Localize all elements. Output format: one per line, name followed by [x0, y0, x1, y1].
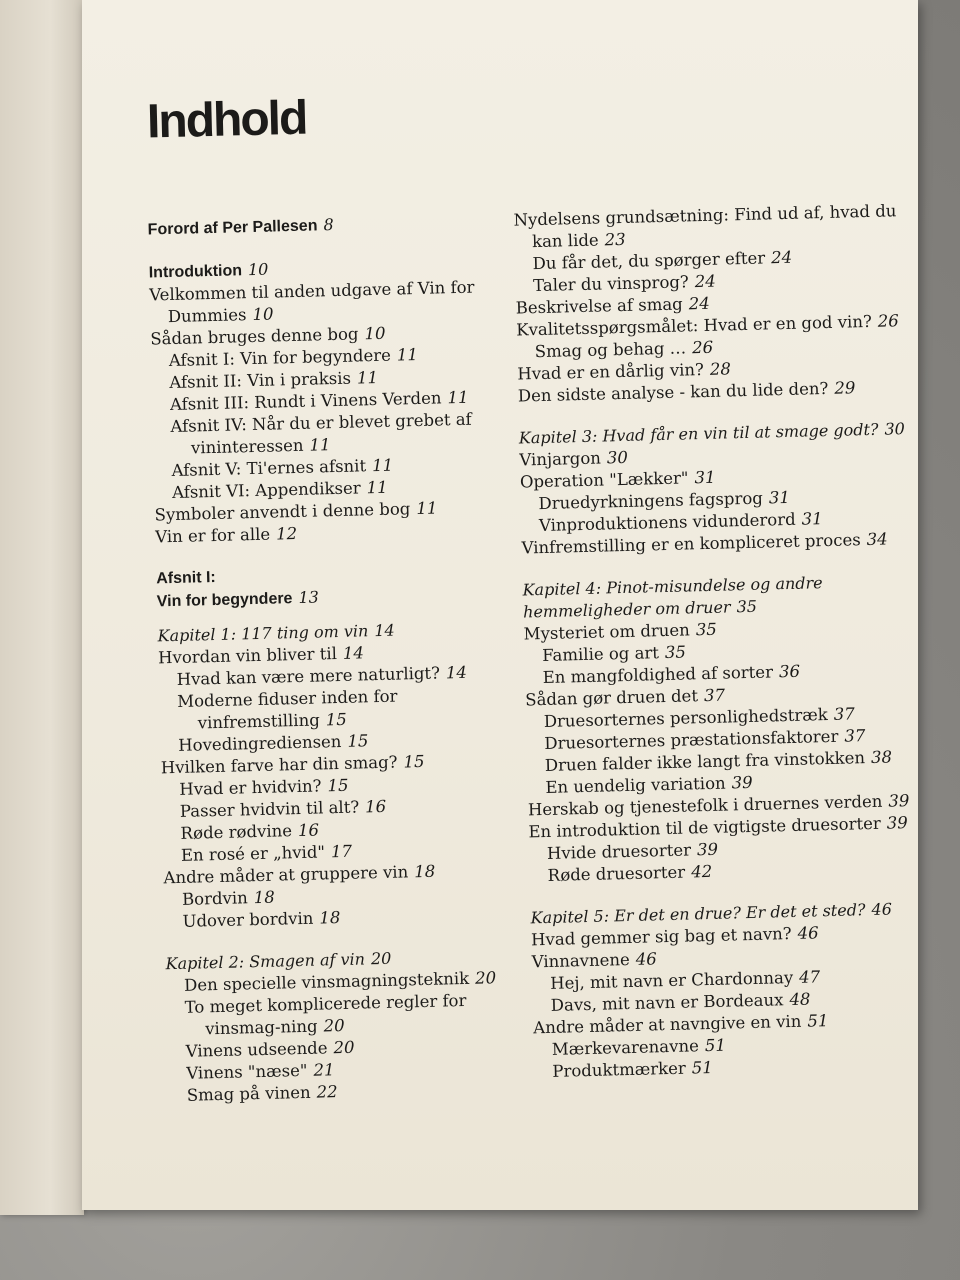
toc-entry: Afsnit I: Vin for begyndere 11 — [168, 344, 419, 371]
toc-entry: Mysteriet om druen 35 — [523, 619, 718, 644]
toc-entry: Herskab og tjenestefolk i druernes verden 39 — [527, 791, 910, 820]
toc-chapter-heading: Kapitel 5: Er det en drue? Er det et sted? 46 — [530, 899, 893, 928]
toc-part-label: Afsnit I: — [156, 568, 216, 588]
toc-entry: Davs, mit navn er Bordeaux 48 — [550, 989, 811, 1015]
toc-entry: Druen falder ikke langt fra vinstokken 38 — [544, 747, 893, 775]
toc-entry: Hvad er en dårlig vin? 28 — [517, 359, 732, 384]
toc-entry: Afsnit II: Vin i praksis 11 — [169, 367, 379, 393]
toc-entry: Afsnit III: Rundt i Vinens Verden 11 — [169, 387, 469, 415]
toc-entry: Afsnit VI: Appendikser 11 — [171, 477, 388, 503]
toc-entry: Andre måder at gruppere vin 18 — [163, 861, 436, 888]
toc-entry: Hvad kan være mere naturligt? 14 — [176, 662, 468, 689]
toc-entry: Vinproduktionens vidunderord 31 — [538, 509, 823, 536]
toc-entry: Hej, mit navn er Chardonnay 47 — [549, 967, 821, 993]
toc-column-left — [147, 210, 529, 1108]
toc-entry: Røde rødvine 16 — [180, 820, 320, 843]
toc-entry: Hvad gemmer sig bag et navn? 46 — [530, 923, 819, 950]
toc-entry: Druesorternes præstationsfaktorer 37 — [544, 726, 866, 753]
toc-entry: Operation "Lækker" 31 — [519, 467, 716, 492]
toc-entry: Smag og behag … 26 — [534, 337, 714, 362]
toc-entry: Røde druesorter 42 — [547, 861, 713, 885]
toc-entry: Afsnit V: Ti'ernes afsnit 11 — [171, 455, 394, 481]
toc-column-right — [513, 200, 934, 1084]
toc-part-title: Vin for begyndere 13 — [156, 587, 320, 611]
toc-entry: To meget komplicerede regler for vinsmag-ning 20 — [184, 990, 467, 1039]
toc-entry: En rosé er „hvid" 17 — [180, 841, 353, 865]
page-title: Indhold — [146, 91, 307, 149]
toc-entry: Hovedingrediensen 15 — [178, 731, 369, 755]
toc-entry: Hvilken farve har din smag? 15 — [160, 751, 425, 778]
toc-entry: Familie og art 35 — [541, 642, 687, 666]
toc-entry: Kvalitetsspørgsmålet: Hvad er en god vin? 26 — [516, 311, 900, 340]
toc-entry: Vinnavnene 46 — [531, 949, 657, 972]
toc-entry: Sådan bruges denne bog 10 — [150, 323, 386, 349]
toc-entry: Passer hvidvin til alt? 16 — [179, 796, 387, 821]
toc-entry: En mangfoldighed af sorter 36 — [542, 661, 801, 688]
toc-entry: Mærkevarenavne 51 — [551, 1035, 727, 1059]
toc-entry: Vinens "næse" 21 — [186, 1060, 335, 1083]
toc-entry: Bordvin 18 — [181, 887, 275, 909]
toc-entry: Druedyrkningens fagsprog 31 — [538, 487, 791, 514]
toc-entry: Udover bordvin 18 — [182, 908, 341, 931]
toc-entry: Smag på vinen 22 — [186, 1082, 338, 1105]
toc-entry: Vin er for alle 12 — [154, 523, 298, 547]
toc-chapter-heading: Kapitel 4: Pinot-misundelse og andre hemmeligheder om druer 35 — [522, 573, 823, 622]
toc-entry: Den specielle vinsmagningsteknik 20 — [183, 968, 497, 995]
toc-entry: Beskrivelse af smag 24 — [515, 293, 710, 318]
toc-entry: Afsnit IV: Når du er blevet grebet af vininteressen 11 — [170, 409, 472, 458]
toc-chapter-heading: Kapitel 2: Smagen af vin 20 — [165, 948, 392, 974]
toc-entry: Andre måder at navngive en vin 51 — [533, 1011, 829, 1038]
toc-entry: En uendelig variation 39 — [545, 772, 753, 797]
toc-entry: Den sidste analyse - kan du lide den? 29 — [517, 378, 856, 406]
toc-entry: Taler du vinsprog? 24 — [532, 271, 716, 296]
toc-entry: Velkommen til anden udgave af Vin for Dummies 10 — [149, 277, 475, 327]
toc-entry: Hvordan vin bliver til 14 — [157, 643, 365, 668]
toc-entry: Symboler anvendt i denne bog 11 — [154, 498, 438, 525]
toc-entry: Hvad er hvidvin? 15 — [179, 775, 349, 799]
toc-chapter-heading: Kapitel 1: 117 ting om vin 14 — [157, 620, 395, 646]
toc-entry: Moderne fiduser inden for vinfremstilling 15 — [176, 686, 398, 733]
toc-entry: Sådan gør druen det 37 — [525, 685, 726, 710]
toc-entry: Druesorternes personlighedstræk 37 — [543, 704, 855, 731]
toc-entry: En introduktion til de vigtigste druesorter 39 — [528, 813, 908, 842]
facing-page-edge — [0, 0, 84, 1215]
toc-entry: Produktmærker 51 — [552, 1057, 713, 1081]
toc-chapter-heading: Kapitel 3: Hvad får en vin til at smage godt? 30 — [518, 419, 906, 448]
toc-entry: Vinfremstilling er en kompliceret proces 34 — [521, 529, 888, 558]
book-page — [82, 0, 918, 1210]
toc-entry: Vinens udseende 20 — [185, 1037, 355, 1061]
toc-entry: Du får det, du spørger efter 24 — [532, 247, 793, 274]
toc-intro-heading: Introduktion 10 — [148, 259, 269, 282]
toc-entry: Hvide druesorter 39 — [546, 839, 719, 863]
toc-entry: Vinjargon 30 — [519, 447, 629, 470]
toc-foreword: Forord af Per Pallesen 8 — [147, 214, 334, 239]
toc-entry: Nydelsens grundsætning: Find ud af, hvad du kan lide 23 — [513, 201, 897, 252]
